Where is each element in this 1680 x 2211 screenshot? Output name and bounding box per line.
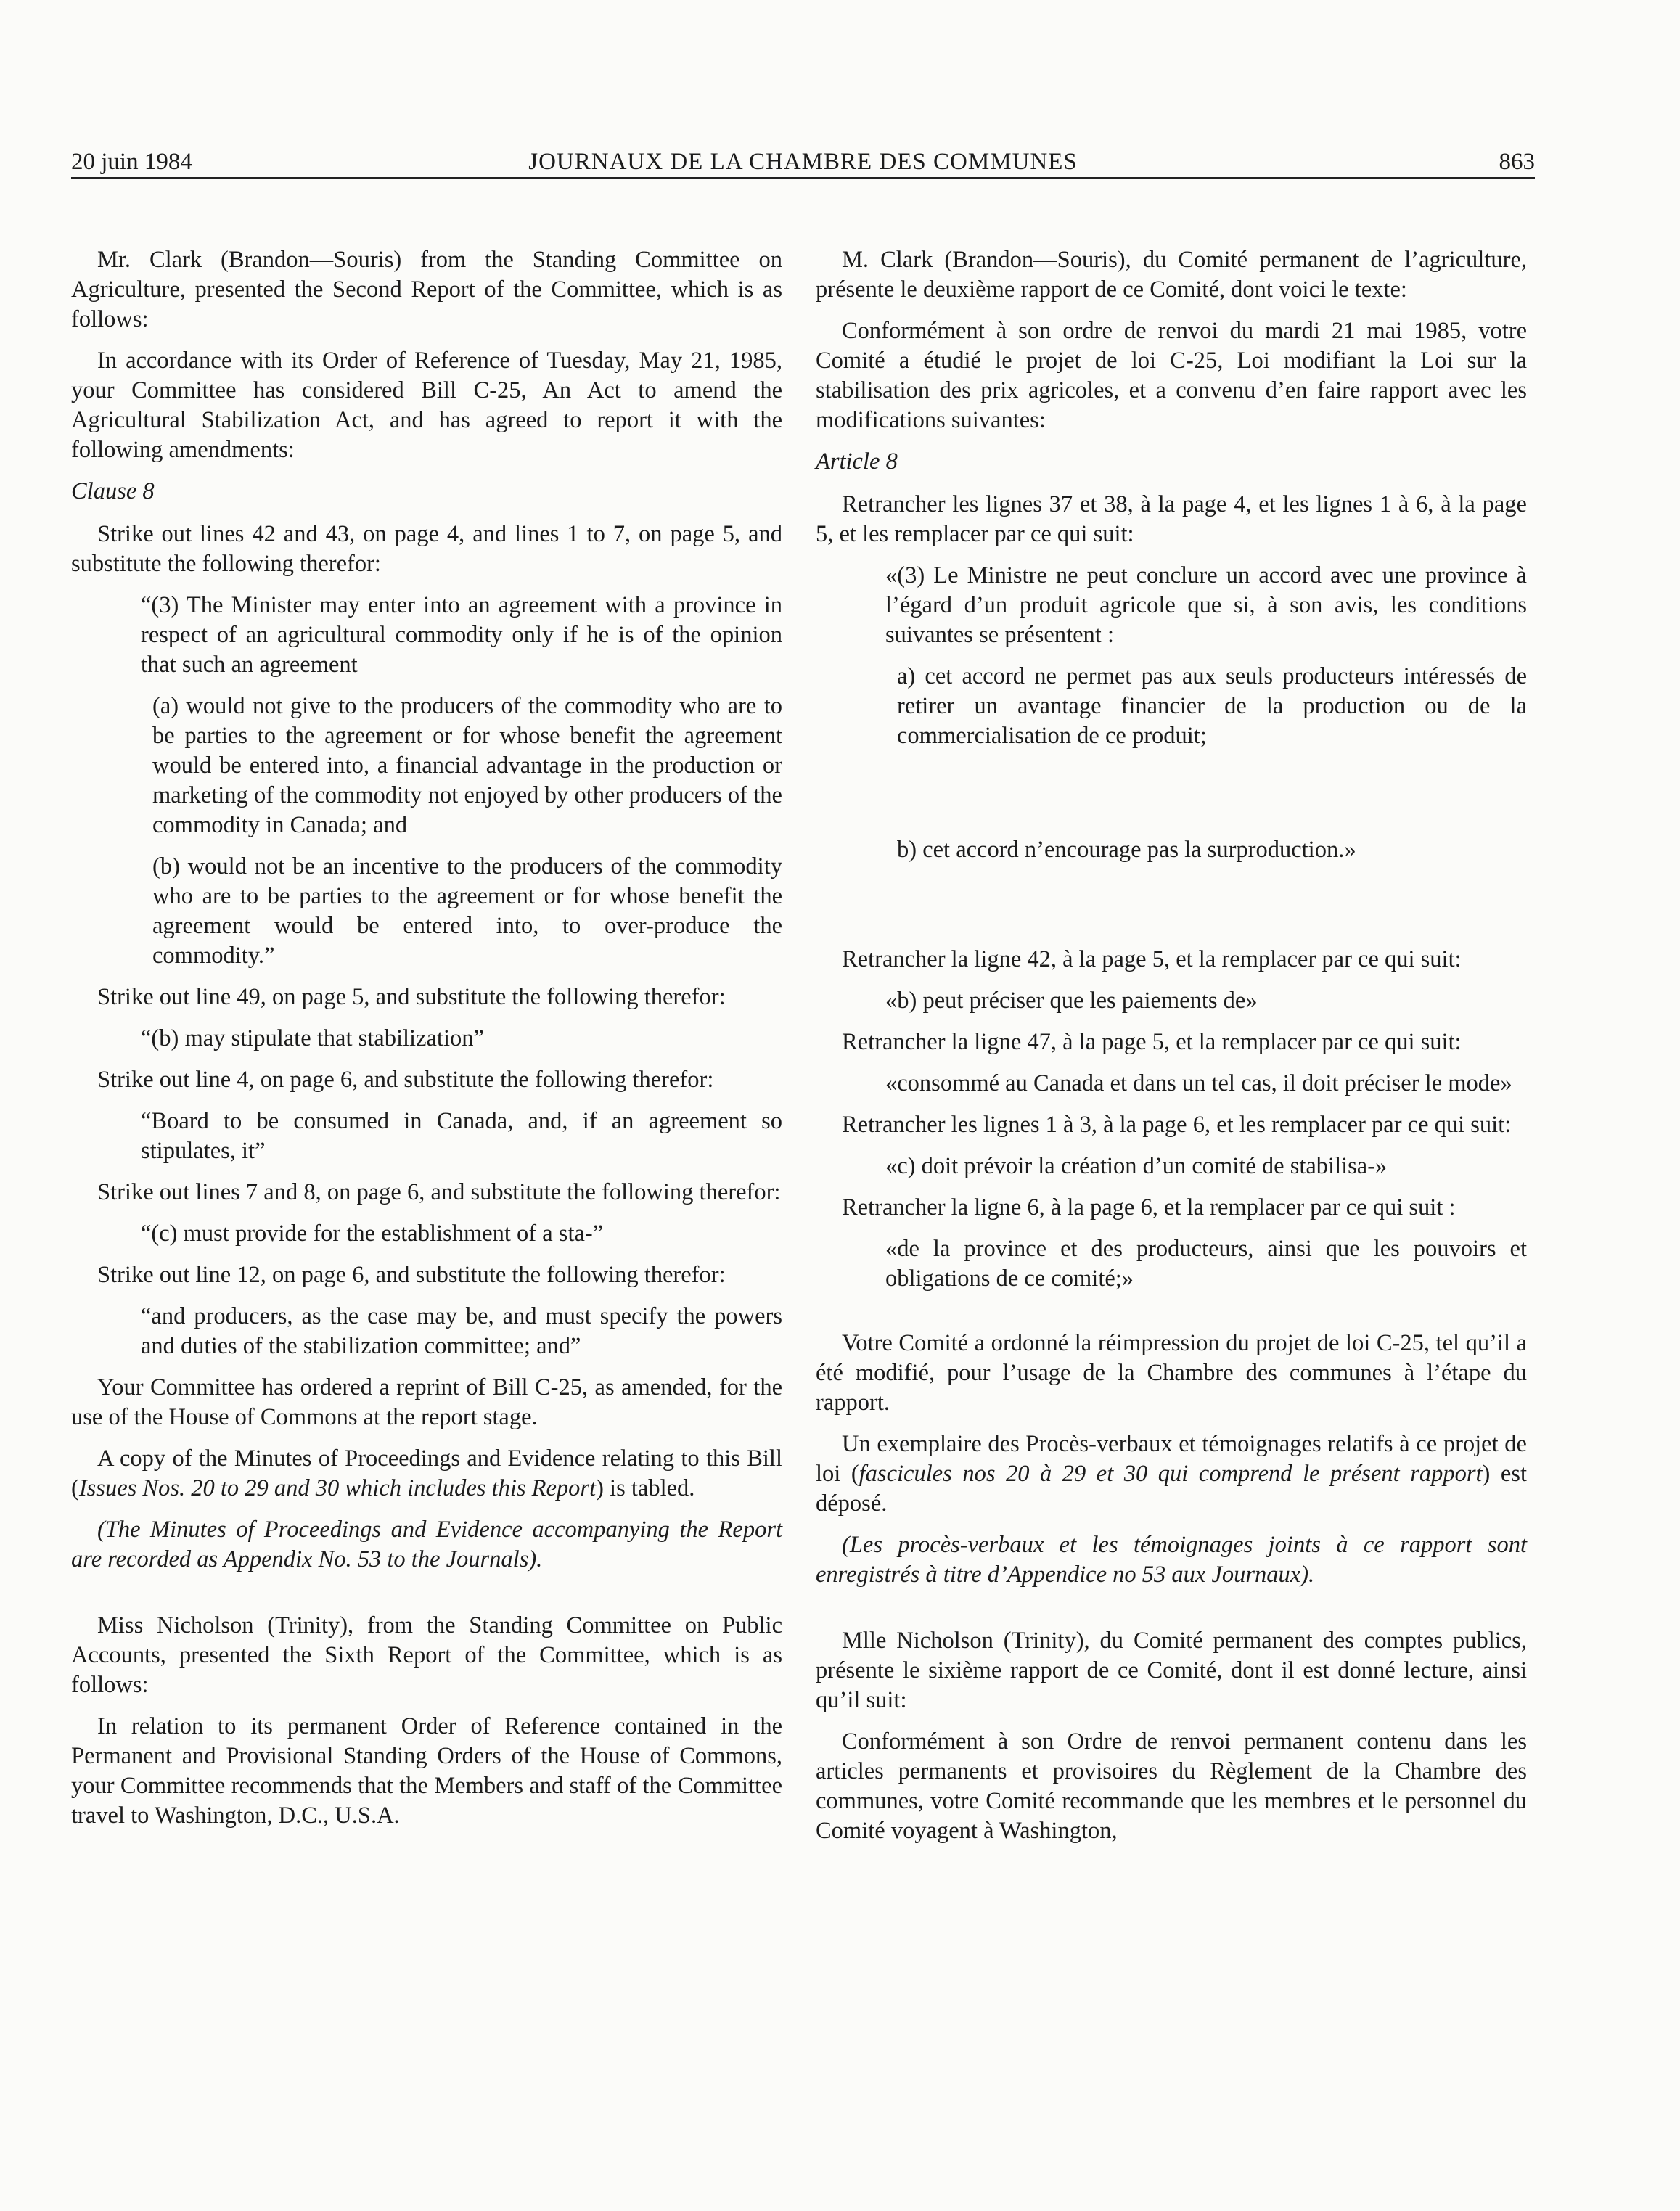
running-header [71, 145, 1535, 179]
en-paragraph: Strike out lines 42 and 43, on page 4, and lines 1 to 7, on page 5, and substitute the following therefor: [71, 521, 782, 577]
fr-quote: «c) doit prévoir la création d’un comité de stabilisa-» [885, 1153, 1388, 1179]
en-quote: “Board to be consumed in Canada, and, if an agreement so stipulates, it” [141, 1108, 782, 1164]
en-quote: “(c) must provide for the establishment of a sta-” [141, 1221, 604, 1247]
page-number: 863 [1499, 149, 1535, 175]
en-paragraph: Strike out line 12, on page 6, and substitute the following therefor: [97, 1262, 726, 1288]
en-paragraph: Strike out lines 7 and 8, on page 6, and substitute the following therefor: [97, 1179, 781, 1205]
fr-quote: a) cet accord ne permet pas aux seuls producteurs intéressés de retirer un avantage financier de la production ou de la commercialisation de ce produit; [897, 663, 1527, 749]
en-paragraph: Miss Nicholson (Trinity), from the Standing Committee on Public Accounts, presented the Sixth Report of the Committee, which is as follows: [71, 1612, 782, 1698]
fr-appendix-note: (Les procès-verbaux et les témoignages joints à ce rapport sont enregistrés à titre d’Appendice no 53 aux Journaux). [816, 1532, 1527, 1588]
fr-paragraph: Mlle Nicholson (Trinity), du Comité permanent des comptes publics, présente le sixième rapport de ce Comité, dont il est donné lecture, ainsi qu’il suit: [816, 1628, 1527, 1713]
en-text: ) is tabled. [596, 1475, 695, 1501]
fr-paragraph: Conformément à son Ordre de renvoi permanent contenu dans les articles permanents et provisoires du Règlement de la Chambre des communes, votre Comité recommande que les membres et le personnel du Comité voyagent à Washington, [816, 1728, 1527, 1844]
en-paragraph: Mr. Clark (Brandon—Souris) from the Standing Committee on Agriculture, presented the Second Report of the Committee, which is as follows: [71, 247, 782, 332]
en-quote: (b) would not be an incentive to the producers of the commodity who are to be parties to the agreement or for whose benefit the agreement would be entered into, to over-produce the commodity.” [152, 853, 782, 969]
fr-text: Un exemplaire des Procès-verbaux et témoignages relatifs à ce projet de loi ( [816, 1431, 1527, 1487]
fr-quote: «consommé au Canada et dans un tel cas, il doit préciser le mode» [885, 1070, 1512, 1096]
english-column [71, 245, 782, 1842]
header-rule [71, 177, 1535, 179]
fr-paragraph: Retrancher les lignes 1 à 3, à la page 6, et les remplacer par ce qui suit: [842, 1112, 1512, 1138]
fr-paragraph [816, 1429, 1527, 1519]
fr-paragraph: Retrancher la ligne 42, à la page 5, et la remplacer par ce qui suit: [842, 946, 1462, 972]
header-title: JOURNAUX DE LA CHAMBRE DES COMMUNES [528, 149, 1078, 175]
en-appendix-note: (The Minutes of Proceedings and Evidence accompanying the Report are recorded as Appendix No. 53 to the Journals). [71, 1517, 782, 1572]
en-paragraph [71, 1444, 782, 1504]
en-clause-heading: Clause 8 [71, 478, 155, 504]
en-paragraph: In accordance with its Order of Reference of Tuesday, May 21, 1985, your Committee has considered Bill C-25, An Act to amend the Agricultural Stabilization Act, and has agreed to report it with the following amendments: [71, 348, 782, 463]
fr-quote: «b) peut préciser que les paiements de» [885, 988, 1258, 1014]
header-date: 20 juin 1984 [71, 149, 192, 175]
fr-quote: b) cet accord n’encourage pas la surproduction.» [897, 837, 1356, 863]
en-quote: “(b) may stipulate that stabilization” [141, 1025, 484, 1051]
fr-quote: «(3) Le Ministre ne peut conclure un accord avec une province à l’égard d’un produit agricole que si, à son avis, les conditions suivantes se présentent : [885, 562, 1527, 648]
french-column [816, 245, 1527, 1858]
en-quote: “(3) The Minister may enter into an agreement with a province in respect of an agricultural commodity only if he is of the opinion that such an agreement [141, 592, 782, 678]
en-paragraph: Strike out line 49, on page 5, and substitute the following therefor: [97, 984, 726, 1010]
fr-paragraph: M. Clark (Brandon—Souris), du Comité permanent de l’agriculture, présente le deuxième rapport de ce Comité, dont voici le texte: [816, 247, 1527, 303]
fr-quote: «de la province et des producteurs, ainsi que les pouvoirs et obligations de ce comité;» [885, 1236, 1527, 1292]
fr-paragraph: Retrancher la ligne 47, à la page 5, et la remplacer par ce qui suit: [842, 1029, 1462, 1055]
fr-text: ) est déposé. [816, 1461, 1527, 1517]
fr-paragraph: Retrancher les lignes 37 et 38, à la page 4, et les lignes 1 à 6, à la page 5, et les remplacer par ce qui suit: [816, 491, 1527, 547]
fr-paragraph: Votre Comité a ordonné la réimpression du projet de loi C-25, tel qu’il a été modifié, pour l’usage de la Chambre des communes à l’étape du rapport. [816, 1330, 1527, 1416]
en-quote: (a) would not give to the producers of the commodity who are to be parties to the agreement or for whose benefit the agreement would be entered into, a financial advantage in the production or marketing of the commodity not enjoyed by other producers of the commodity in Canada; and [152, 693, 782, 838]
en-paragraph: In relation to its permanent Order of Reference contained in the Permanent and Provisional Standing Orders of the House of Commons, your Committee recommends that the Members and staff of the Committee travel to Washington, D.C., U.S.A. [71, 1713, 782, 1829]
fr-italic-text: fascicules nos 20 à 29 et 30 qui comprend le présent rapport [859, 1461, 1483, 1487]
en-italic-text: Issues Nos. 20 to 29 and 30 which includes this Report [78, 1475, 597, 1501]
en-text: A copy of the Minutes of Proceedings and Evidence relating to this Bill ( [71, 1445, 782, 1501]
en-paragraph: Strike out line 4, on page 6, and substitute the following therefor: [97, 1067, 714, 1093]
fr-paragraph: Retrancher la ligne 6, à la page 6, et la remplacer par ce qui suit : [842, 1194, 1456, 1221]
fr-paragraph: Conformément à son ordre de renvoi du mardi 21 mai 1985, votre Comité a étudié le projet de loi C-25, Loi modifiant la Loi sur la stabilisation des prix agricoles, et a convenu d’en faire rapport avec les modifications suivantes: [816, 318, 1527, 433]
fr-article-heading: Article 8 [816, 448, 898, 475]
en-quote: “and producers, as the case may be, and must specify the powers and duties of the stabilization committee; and” [141, 1303, 782, 1359]
en-paragraph: Your Committee has ordered a reprint of Bill C-25, as amended, for the use of the House of Commons at the report stage. [71, 1374, 782, 1430]
